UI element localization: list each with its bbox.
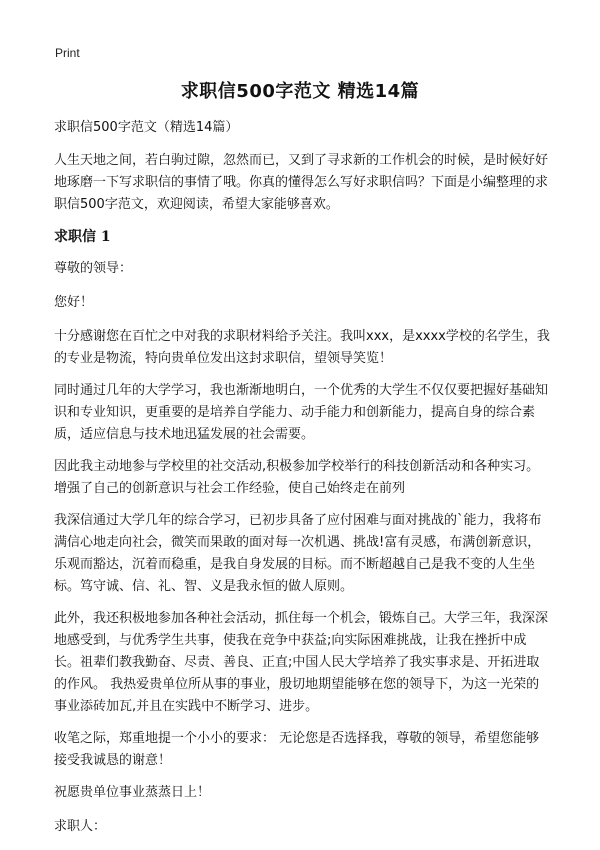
body-paragraph-3: 因此我主动地参与学校里的社交活动,积极参加学校举行的科技创新活动和各种实习。增强了自己的创新意识与社会工作经验，使自己始终走在前列 bbox=[54, 459, 540, 496]
section-heading: 求职信 1 bbox=[54, 229, 111, 245]
intro-paragraph: 人生天地之间，若白驹过隙，忽然而已，又到了寻求新的工作机会的时候，是时候好好地琢磨一下写求职信的事情了哦。你真的懂得怎么写好求职信吗？下面是小编整理的求职信500字范文，欢迎阅读，希望大家能够喜欢。 bbox=[54, 153, 549, 212]
salutation: 尊敬的领导： bbox=[54, 261, 133, 276]
body-paragraph-1: 十分感谢您在百忙之中对我的求职材料给予关注。我叫xxx，是xxxx学校的名学生，我的专业是物流，特向贵单位发出这封求职信，望领导笑览！ bbox=[54, 329, 550, 366]
closing-paragraph: 收笔之际，郑重地提一个小小的要求： 无论您是否选择我，尊敬的领导，希望您能够接受我诚恳的谢意！ bbox=[54, 731, 540, 768]
body-paragraph-2: 同时通过几年的大学学习，我也渐渐地明白，一个优秀的大学生不仅仅要把握好基础知识和专业知识，更重要的是培养自学能力、动手能力和创新能力，提高自身的综合素质，适应信息与技术地迅猛发展的社会需要。 bbox=[54, 383, 549, 442]
document-title: 求职信500字范文 精选14篇 bbox=[180, 81, 420, 102]
body-paragraph-5: 此外，我还积极地参加各种社会活动，抓住每一个机会，锻炼自己。大学三年，我深深地感受到，与优秀学生共事，使我在竞争中获益;向实际困难挑战，让我在挫折中成长。祖辈们教我勤奋、尽责、善良、正直;中国人民大学培养了我实事求是、开拓进取的作风。 我热爱贵单位所从事的事业，殷切地期望能够在您的领导下，为这一光荣的事业添砖加瓦,并且在实践中不断学习、进步。 bbox=[54, 611, 549, 714]
body-paragraph-4: 我深信通过大学几年的综合学习，已初步具备了应付困难与面对挑战的`能力，我将布满信心地走向社会，微笑而果敢的面对每一次机遇、挑战!富有灵感，布满创新意识，乐观而豁达，沉着而稳重，是我自身发展的目标。而不断超越自己是我不变的人生坐标。笃守诚、信、礼、智、义是我永恒的做人原则。 bbox=[54, 513, 542, 594]
greeting: 您好！ bbox=[54, 295, 94, 310]
signature-line: 求职人： bbox=[54, 819, 107, 834]
document-subtitle: 求职信500字范文（精选14篇） bbox=[54, 120, 239, 135]
document-body bbox=[54, 118, 552, 850]
closing-wish: 祝愿贵单位事业蒸蒸日上！ bbox=[54, 785, 211, 800]
print-label: Print bbox=[55, 46, 80, 60]
